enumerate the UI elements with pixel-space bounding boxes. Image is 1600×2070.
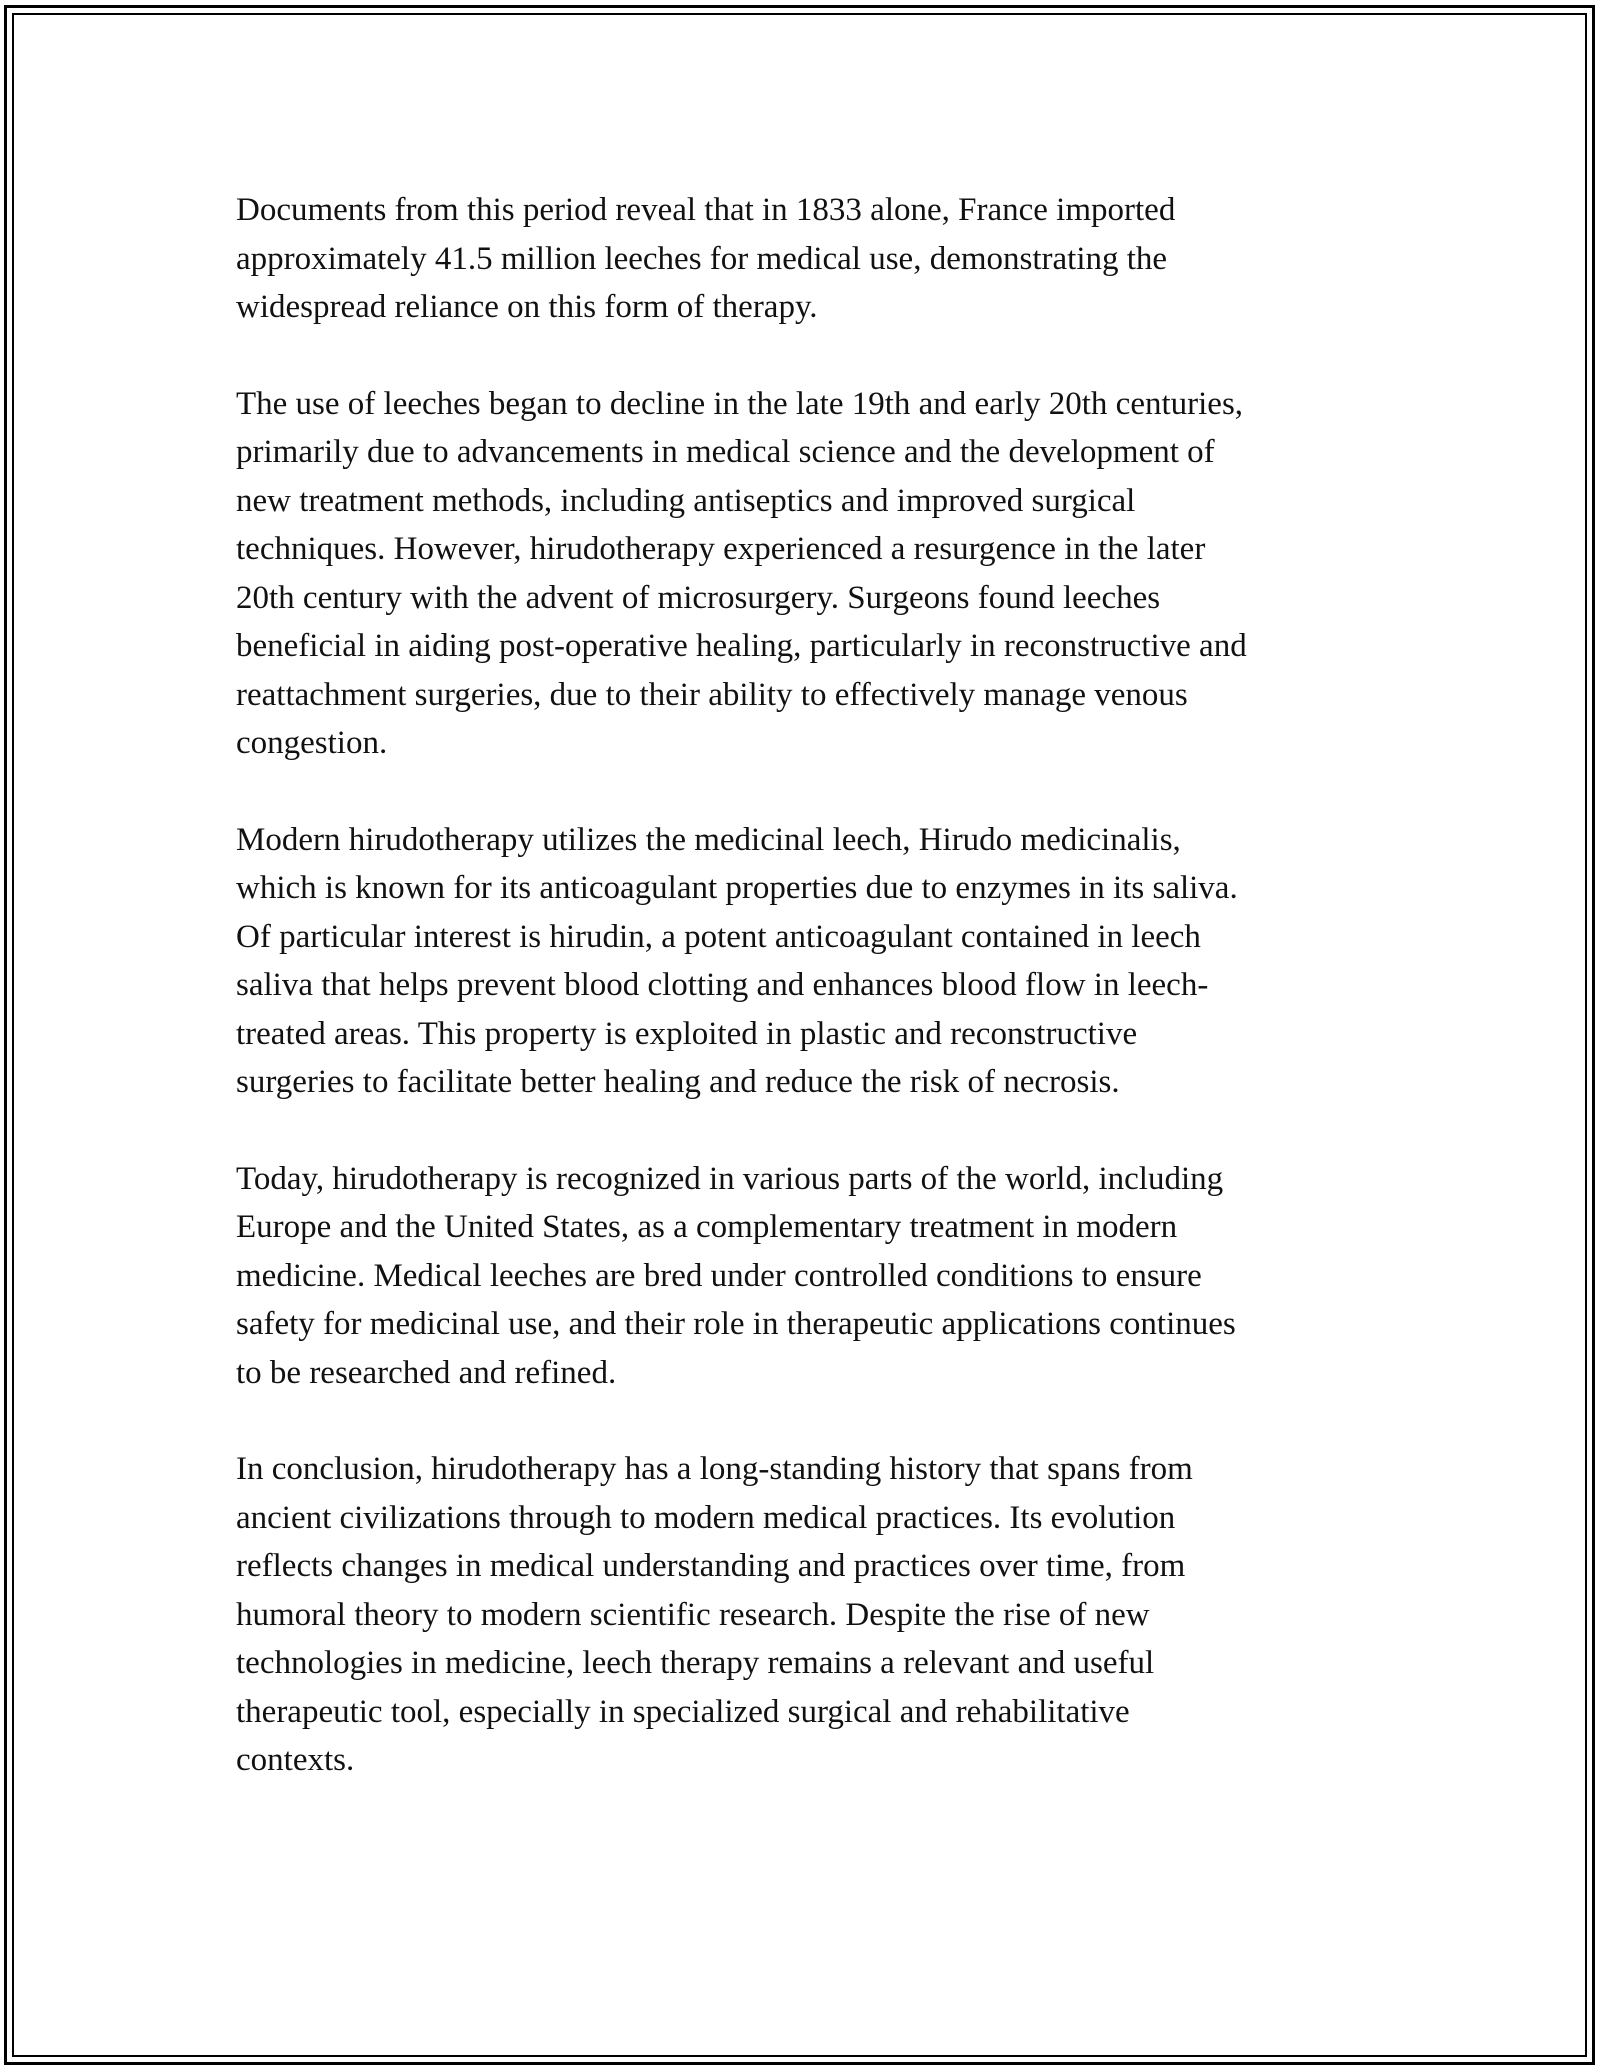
text-line: 20th century with the advent of microsurgery. Surgeons found leeches <box>236 579 1161 616</box>
document-body <box>236 186 1386 1833</box>
paragraph-today <box>236 1155 1386 1398</box>
text-line: technologies in medicine, leech therapy remains a relevant and useful <box>236 1645 1155 1681</box>
text-line: approximately 41.5 million leeches for medical use, demonstrating the <box>236 240 1168 277</box>
paragraph-conclusion <box>236 1445 1386 1785</box>
text-line: Modern hirudotherapy utilizes the medicinal leech, Hirudo medicinalis, <box>236 821 1181 858</box>
text-line: beneficial in aiding post-operative healing, particularly in reconstructive and <box>236 628 1247 664</box>
text-line: reattachment surgeries, due to their ability to effectively manage venous <box>236 676 1188 713</box>
text-line: treated areas. This property is exploited in plastic and reconstructive <box>236 1015 1138 1052</box>
text-line: new treatment methods, including antiseptics and improved surgical <box>236 482 1136 519</box>
text-line: humoral theory to modern scientific research. Despite the rise of new <box>236 1596 1150 1633</box>
text-line: The use of leeches began to decline in the late 19th and early 20th centuries, <box>236 385 1244 422</box>
text-line: primarily due to advancements in medical science and the development of <box>236 434 1215 470</box>
text-line: Europe and the United States, as a complementary treatment in modern <box>236 1209 1178 1245</box>
paragraph-modern-hirudotherapy <box>236 816 1386 1107</box>
text-line: techniques. However, hirudotherapy experienced a resurgence in the later <box>236 531 1206 567</box>
text-line: contexts. <box>236 1742 355 1778</box>
text-line: surgeries to facilitate better healing and reduce the risk of necrosis. <box>236 1064 1120 1100</box>
text-line: medicine. Medical leeches are bred under controlled conditions to ensure <box>236 1257 1202 1294</box>
paragraph-leech-imports <box>236 186 1386 332</box>
text-line: reflects changes in medical understanding and practices over time, from <box>236 1548 1186 1584</box>
text-line: Of particular interest is hirudin, a potent anticoagulant contained in leech <box>236 918 1201 955</box>
text-line: widespread reliance on this form of therapy. <box>236 289 818 325</box>
text-line: saliva that helps prevent blood clotting and enhances blood flow in leech- <box>236 967 1209 1003</box>
text-line: In conclusion, hirudotherapy has a long-standing history that spans from <box>236 1451 1193 1487</box>
text-line: to be researched and refined. <box>236 1354 617 1391</box>
text-line: Documents from this period reveal that in 1833 alone, France imported <box>236 192 1176 228</box>
text-line: congestion. <box>236 725 388 761</box>
text-line: therapeutic tool, especially in specialized surgical and rehabilitative <box>236 1693 1130 1730</box>
text-line: safety for medicinal use, and their role in therapeutic applications continues <box>236 1306 1236 1342</box>
text-line: which is known for its anticoagulant properties due to enzymes in its saliva. <box>236 870 1238 906</box>
text-line: Today, hirudotherapy is recognized in various parts of the world, including <box>236 1160 1224 1197</box>
text-line: ancient civilizations through to modern medical practices. Its evolution <box>236 1499 1176 1536</box>
paragraph-decline-resurgence <box>236 380 1386 768</box>
